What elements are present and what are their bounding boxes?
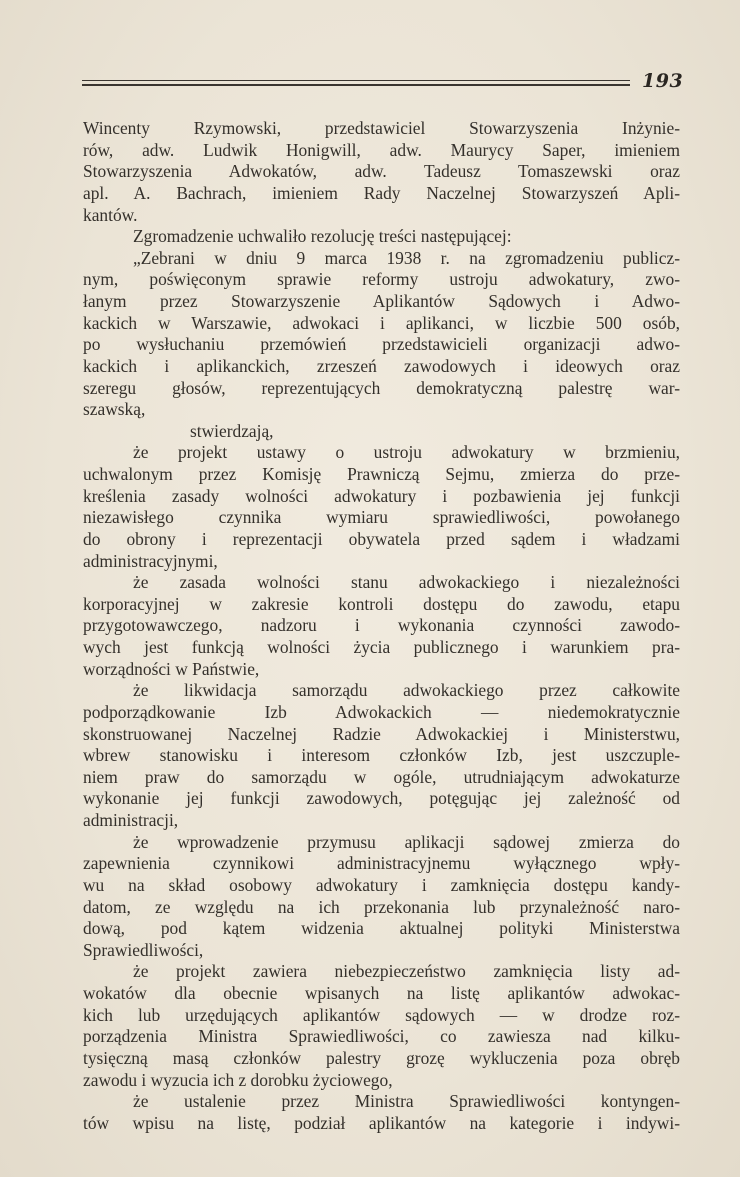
header-rule bbox=[82, 80, 630, 81]
text-line: do obrony i reprezentacji obywatela przed sądem i władzami bbox=[83, 528, 680, 549]
text-line: że zasada wolności stanu adwokackiego i niezależności bbox=[133, 572, 680, 593]
text-line: kantów. bbox=[83, 204, 138, 225]
text-line: po wysłuchaniu przemówień przedstawicieli organizacji adwo- bbox=[83, 334, 680, 355]
text-line: wbrew stanowisku i interesom członków Izb, jest uszczuple- bbox=[83, 745, 680, 766]
body-text bbox=[83, 118, 680, 1134]
text-line: apl. A. Bachrach, imieniem Rady Naczelnej Stowarzyszeń Apli- bbox=[83, 182, 680, 203]
text-line: nym, poświęconym sprawie reformy ustroju adwokatury, zwo- bbox=[83, 269, 680, 290]
text-line: Stowarzyszenia Adwokatów, adw. Tadeusz Tomaszewski oraz bbox=[83, 161, 680, 182]
text-line: administracyjnymi, bbox=[83, 550, 218, 571]
text-line: porządzenia Ministra Sprawiedliwości, co zawiesza nad kilku- bbox=[83, 1026, 680, 1047]
header-rule-thick bbox=[82, 84, 630, 86]
text-line: podporządkowanie Izb Adwokackich — niedemokratycznie bbox=[83, 701, 680, 722]
text-line: że projekt zawiera niebezpieczeństwo zamknięcia listy ad- bbox=[133, 961, 680, 982]
text-line: Sprawiedliwości, bbox=[83, 939, 204, 960]
text-line: datom, ze względu na ich przekonania lub przynależność naro- bbox=[83, 896, 680, 917]
text-line: korporacyjnej w zakresie kontroli dostępu do zawodu, etapu bbox=[83, 593, 680, 614]
text-line: skonstruowanej Naczelnej Radzie Adwokackiej i Ministerstwu, bbox=[83, 723, 680, 744]
text-line: przygotowawczego, nadzoru i wykonania czynności zawodo- bbox=[83, 615, 680, 636]
text-line: zapewnienia czynnikowi administracyjnemu wyłącznego wpły- bbox=[83, 853, 680, 874]
text-line: kackich i aplikanckich, zrzeszeń zawodowych i ideowych oraz bbox=[83, 355, 680, 376]
text-line: Zgromadzenie uchwaliło rezolucję treści następującej: bbox=[133, 226, 512, 247]
text-line: że wprowadzenie przymusu aplikacji sądowej zmierza do bbox=[133, 831, 680, 852]
text-line: kreślenia zasady wolności adwokatury i pozbawienia jej funkcji bbox=[83, 485, 680, 506]
text-line: wu na skład osobowy adwokatury i zamknięcia dostępu kandy- bbox=[83, 874, 680, 895]
page-number: 193 bbox=[642, 70, 684, 92]
running-head bbox=[82, 70, 682, 100]
text-line: że likwidacja samorządu adwokackiego przez całkowite bbox=[133, 680, 680, 701]
text-line: uchwalonym przez Komisję Prawniczą Sejmu, zmierza do prze- bbox=[83, 464, 680, 484]
text-line: wokatów dla obecnie wpisanych na listę aplikantów adwokac- bbox=[83, 983, 680, 1003]
text-line: stwierdzają, bbox=[190, 420, 274, 441]
text-line: szeregu głosów, reprezentujących demokratyczną palestrę war- bbox=[83, 377, 680, 398]
text-line: Wincenty Rzymowski, przedstawiciel Stowarzyszenia Inżynie- bbox=[83, 118, 680, 138]
text-line: zawodu i wyzucia ich z dorobku życiowego, bbox=[83, 1069, 393, 1090]
text-line: niem praw do samorządu w ogóle, utrudniającym adwokaturze bbox=[83, 766, 680, 787]
text-line: niezawisłego czynnika wymiaru sprawiedliwości, powołanego bbox=[83, 507, 680, 528]
text-line: wykonanie jej funkcji zawodowych, potęgując jej zależność od bbox=[83, 788, 680, 809]
text-line: że projekt ustawy o ustroju adwokatury w brzmieniu, bbox=[133, 442, 680, 463]
text-line: kackich w Warszawie, adwokaci i aplikanci, w liczbie 500 osób, bbox=[83, 312, 680, 333]
text-line: tysięczną masą członków palestry grozę wykluczenia poza obręb bbox=[83, 1047, 680, 1068]
text-line: „Zebrani w dniu 9 marca 1938 r. na zgromadzeniu publicz- bbox=[133, 247, 680, 268]
text-line: łanym przez Stowarzyszenie Aplikantów Sądowych i Adwo- bbox=[83, 291, 680, 311]
text-line: dową, pod kątem widzenia aktualnej polityki Ministerstwa bbox=[83, 918, 680, 939]
text-line: wych jest funkcją wolności życia publicznego i warunkiem pra- bbox=[83, 637, 680, 657]
text-line: kich lub urzędujących aplikantów sądowych — w drodze roz- bbox=[83, 1004, 680, 1025]
text-line: że ustalenie przez Ministra Sprawiedliwości kontyngen- bbox=[133, 1091, 680, 1112]
text-line: worządności w Państwie, bbox=[83, 658, 260, 679]
text-line: rów, adw. Ludwik Honigwill, adw. Maurycy Saper, imieniem bbox=[83, 139, 680, 160]
text-line: tów wpisu na listę, podział aplikantów na kategorie i indywi- bbox=[83, 1112, 680, 1133]
text-line: szawską, bbox=[83, 399, 146, 420]
text-line: administracji, bbox=[83, 810, 179, 830]
